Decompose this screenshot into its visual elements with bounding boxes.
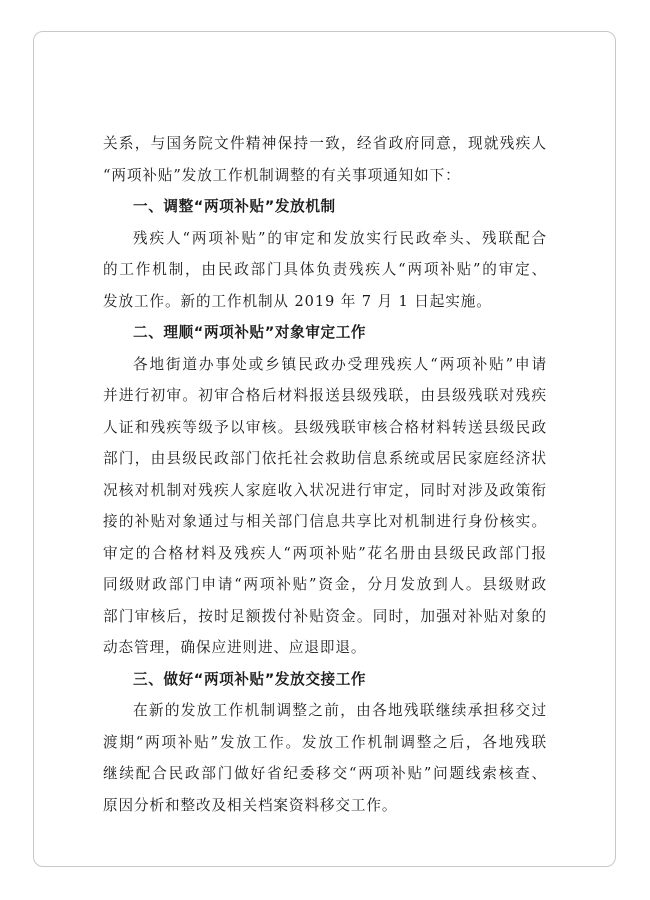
body-line: 发放工作。新的工作机制从 2019 年 7 月 1 日起实施。 [103, 292, 492, 310]
body-line: 残疾人“两项补贴”的审定和发放实行民政牵头、残联配合 [133, 229, 547, 247]
body-line: “两项补贴”发放工作机制调整的有关事项通知如下： [103, 166, 461, 184]
body-line: 继续配合民政部门做好省纪委移交“两项补贴”问题线索核查、 [103, 765, 547, 782]
body-line: 人证和残疾等级予以审核。县级残联审核合格材料转送县级民政 [103, 418, 547, 436]
body-line: 各地街道办事处或乡镇民政办受理残疾人“两项补贴”申请 [133, 355, 547, 373]
body-line: 部门，由县级民政部门依托社会救助信息系统或居民家庭经济状 [103, 450, 547, 467]
section-heading-2: 二、理顺“两项补贴”对象审定工作 [133, 324, 367, 341]
section-heading-3: 三、做好“两项补贴”发放交接工作 [133, 670, 367, 688]
body-line: 的工作机制，由民政部门具体负责残疾人“两项补贴”的审定、 [103, 261, 547, 278]
body-line: 审定的合格材料及残疾人“两项补贴”花名册由县级民政部门报 [103, 544, 547, 562]
body-line: 关系，与国务院文件精神保持一致，经省政府同意，现就残疾人 [103, 135, 547, 152]
body-line: 并进行初审。初审合格后材料报送县级残联，由县级残联对残疾 [103, 387, 547, 404]
body-line: 部门审核后，按时足额拨付补贴资金。同时，加强对补贴对象的 [103, 607, 547, 625]
body-line: 原因分析和整改及相关档案资料移交工作。 [103, 796, 398, 814]
body-line: 况核对机制对残疾人家庭收入状况进行审定，同时对涉及政策衔 [103, 481, 547, 499]
body-line: 同级财政部门申请“两项补贴”资金，分月发放到人。县级财政 [103, 576, 547, 593]
body-line: 在新的发放工作机制调整之前，由各地残联继续承担移交过 [133, 702, 547, 719]
section-heading-1: 一、调整“两项补贴”发放机制 [133, 198, 336, 215]
body-line: 动态管理，确保应进则进、应退即退。 [103, 639, 367, 656]
body-line: 接的补贴对象通过与相关部门信息共享比对机制进行身份核实。 [103, 513, 547, 530]
body-line: 渡期“两项补贴”发放工作。发放工作机制调整之后，各地残联 [103, 733, 547, 751]
document-body [103, 128, 547, 821]
